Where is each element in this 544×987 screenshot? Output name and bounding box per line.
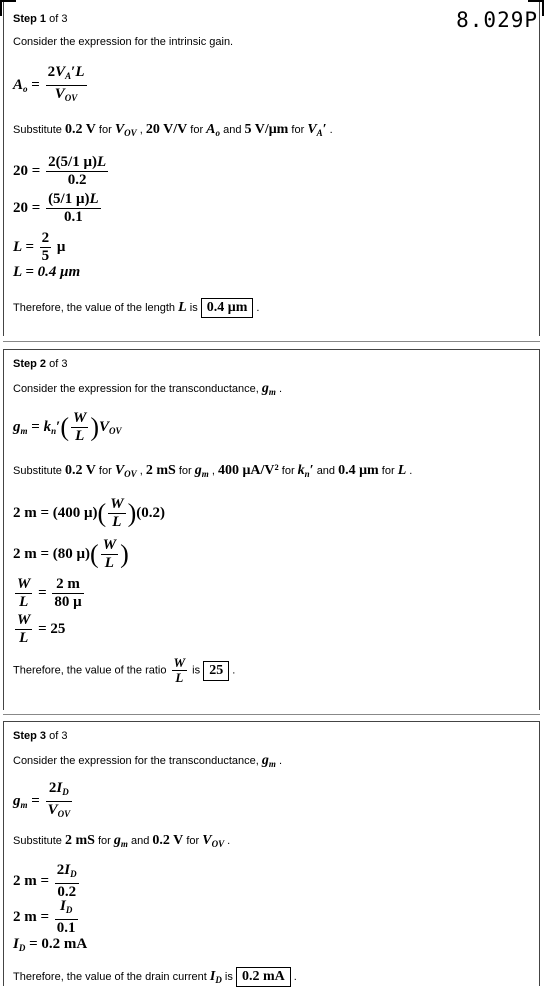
answer-box: 0.2 mA	[236, 967, 291, 987]
problem-code: 8.029P	[456, 8, 538, 32]
step-1-panel	[3, 2, 540, 336]
step-2-intro: Consider the expression for the transconductance, $g_m$ .	[13, 381, 283, 397]
equation-line: L = 0.4 μm	[13, 264, 81, 280]
step-label: Step	[13, 358, 37, 370]
step-3-header	[13, 730, 67, 742]
step-1-intro: Consider the expression for the intrinsic gain.	[13, 36, 234, 48]
step-label: Step	[13, 13, 37, 25]
answer-box: 0.4 μm	[201, 298, 254, 318]
step-2-substitute: Substitute 0.2 V for $V_{OV}$ , 2 mS for $g_m$ , 400 μA/V² for $k_n'$ and 0.4 μm for L .	[13, 463, 413, 479]
equation-line: 2 m = $\frac{2I_D}{0.2}$	[13, 862, 77, 900]
step-count: of 3	[49, 13, 68, 25]
equation-line: $I_D = 0.2$ mA	[13, 936, 88, 953]
equation-line: 20 = $\frac{(5/1 \mu)L}{0.1}$	[13, 191, 99, 225]
step-3-substitute: Substitute 2 mS for $g_m$ and 0.2 V for $V_{OV}$ .	[13, 833, 231, 849]
step-number: 2	[39, 358, 47, 370]
step-2-header	[13, 358, 67, 370]
equation-line: 20 = $\frac{2(5/1 \mu)L}{0.2}$	[13, 154, 107, 188]
step-divider	[3, 341, 540, 342]
step-divider	[3, 714, 540, 715]
equation-line: 2 m = (80 μ)( $\frac{W}{L}$ )	[13, 537, 129, 571]
answer-box: 25	[203, 661, 229, 681]
step-2-conclusion: Therefore, the value of the ratio $\frac{W}{L}$ is 25 .	[13, 655, 236, 685]
step-count: of 3	[49, 730, 68, 742]
step-count: of 3	[49, 358, 68, 370]
equation-line: L = $\frac{2}{5}$ μ	[13, 230, 66, 264]
equation-line: 2 m = (400 μ)( $\frac{W}{L}$ )(0.2)	[13, 496, 165, 530]
step-number: 1	[39, 13, 47, 25]
step-label: Step	[13, 730, 37, 742]
intrinsic-gain-formula: $A_o$ = $\frac{2V_A'L}{V_{OV}}$	[13, 64, 85, 103]
equation-line: $\frac{W}{L}$ = $\frac{2 m}{80 \mu}$	[17, 576, 82, 610]
step-3-panel	[3, 721, 540, 986]
step-3-intro: Consider the expression for the transconductance, $g_m$ .	[13, 753, 283, 769]
equation-line: $\frac{W}{L}$ = 25	[17, 612, 66, 646]
step-1-header	[13, 13, 67, 25]
step-1-substitute: Substitute 0.2 V for $V_{OV}$ , 20 V/V for $A_o$ and 5 V/μm for $V_A'$ .	[13, 122, 333, 138]
transconductance-current-formula: $g_m$ = $\frac{2I_D}{V_{OV}}$	[13, 780, 71, 819]
step-number: 3	[39, 730, 47, 742]
step-3-conclusion: Therefore, the value of the drain current $I_D$ is 0.2 mA .	[13, 967, 297, 987]
equation-line: 2 m = $\frac{I_D}{0.1}$	[13, 898, 76, 936]
step-1-conclusion: Therefore, the value of the length L is 0.4 μm .	[13, 298, 260, 318]
transconductance-formula: $g_m = k_n'$( $\frac{W}{L}$ )$V_{OV}$	[13, 410, 122, 444]
step-2-panel	[3, 349, 540, 710]
